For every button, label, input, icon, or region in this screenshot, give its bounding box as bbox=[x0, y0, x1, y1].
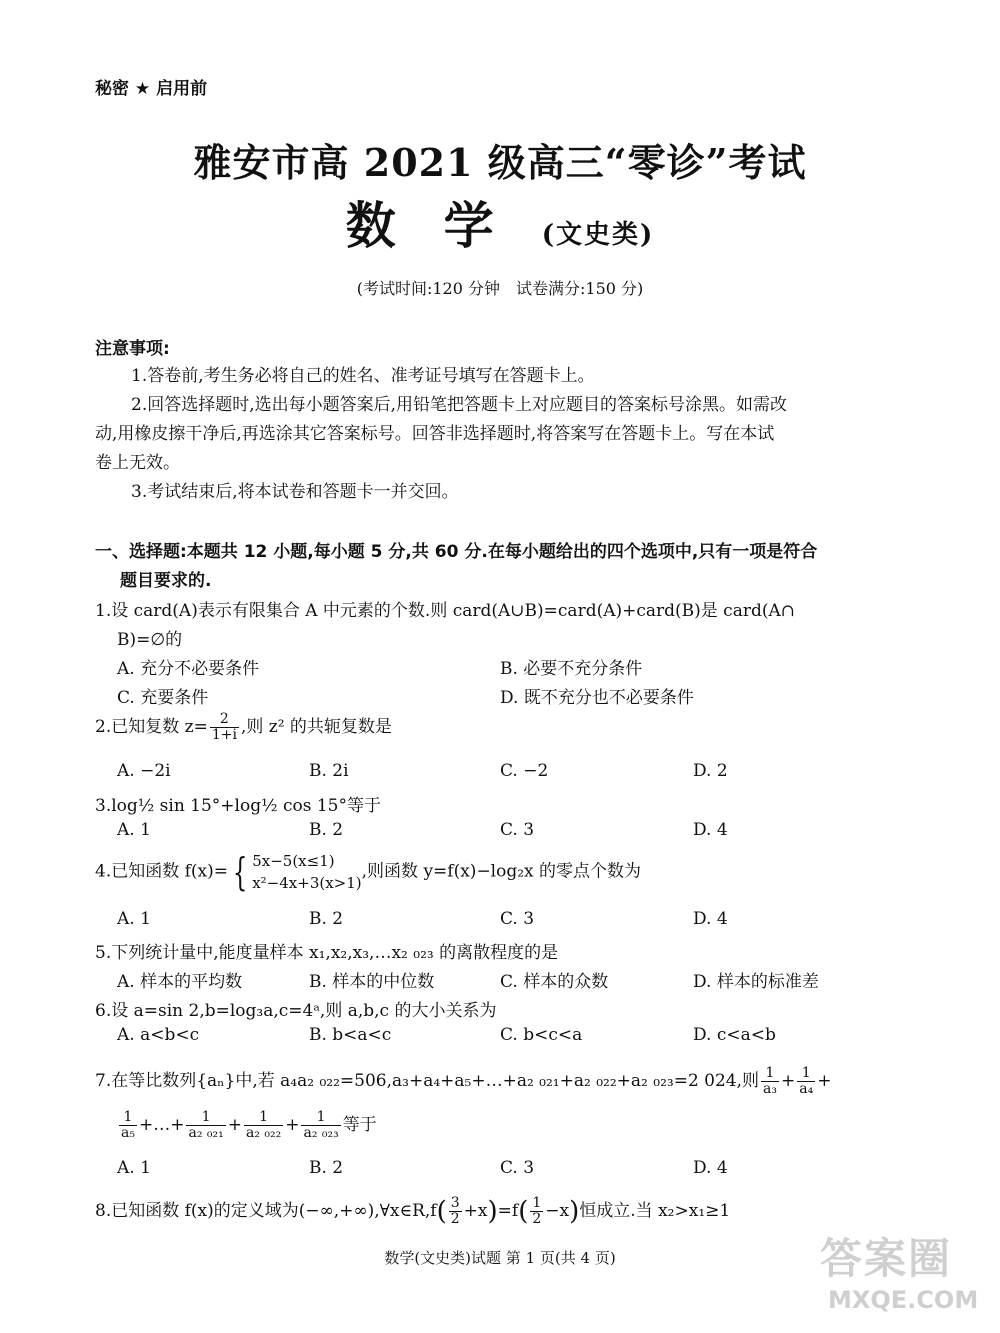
plus-sign: + bbox=[285, 1115, 300, 1135]
q6-option-c: C. b<c<a bbox=[500, 1025, 583, 1045]
paren: ( bbox=[436, 1196, 447, 1227]
q1-option-a: A. 充分不必要条件 bbox=[117, 659, 260, 679]
q4-case-2: x²−4x+3(x>1) bbox=[252, 874, 362, 892]
q3-option-d: D. 4 bbox=[693, 820, 728, 840]
q6-option-b: B. b<a<c bbox=[309, 1025, 392, 1045]
denominator: 2 bbox=[532, 1211, 542, 1227]
q8-stem bbox=[95, 1196, 730, 1227]
q2-option-b: B. 2i bbox=[309, 761, 349, 781]
q7-stem-main: 7.在等比数列{aₙ}中,若 a₄a₂ ₀₂₂=506,a₃+a₄+a₅+…+a₂ ₀₂₁+a₂ ₀₂₂+a₂ ₀₂₃=2 024,则 bbox=[95, 1071, 760, 1091]
q6-option-d: D. c<a<b bbox=[693, 1025, 776, 1045]
subject-title bbox=[0, 186, 1000, 258]
denominator: a₂ ₀₂₂ bbox=[245, 1125, 282, 1141]
q5-option-d: D. 样本的标准差 bbox=[693, 972, 819, 992]
exam-time-info: (考试时间:120 分钟 试卷满分:150 分) bbox=[356, 279, 644, 298]
exam-title: 雅安市高 2021 级高三“零诊”考试 bbox=[193, 140, 807, 185]
numerator: 1 bbox=[244, 1110, 283, 1126]
q1-option-b: B. 必要不充分条件 bbox=[500, 659, 643, 679]
q7-stem-cont bbox=[117, 1110, 377, 1141]
numerator: 1 bbox=[119, 1110, 137, 1126]
numerator: 1 bbox=[797, 1066, 815, 1082]
q7-stem bbox=[95, 1066, 831, 1097]
q8-stem-pre: 8.已知函数 f(x)的定义域为(−∞,+∞),∀x∈R,f bbox=[95, 1201, 437, 1221]
denominator: a₃ bbox=[763, 1081, 777, 1097]
denominator: a₂ ₀₂₁ bbox=[188, 1125, 224, 1141]
page-footer: 数学(文史类)试题 第 1 页(共 4 页) bbox=[384, 1249, 616, 1267]
notes-heading: 注意事项: bbox=[95, 339, 170, 359]
q2-option-a: A. −2i bbox=[117, 761, 171, 781]
q2-fraction bbox=[210, 712, 239, 743]
q6-stem: 6.设 a=sin 2,b=log₃a,c=4ᵃ,则 a,b,c 的大小关系为 bbox=[95, 1001, 497, 1021]
q7-option-a: A. 1 bbox=[117, 1158, 151, 1178]
q6-option-a: A. a<b<c bbox=[117, 1025, 200, 1045]
q7-frac-a4 bbox=[797, 1066, 815, 1097]
q4-case-1: 5x−5(x≤1) bbox=[252, 852, 335, 870]
q2-fraction-denominator: 1+i bbox=[211, 727, 237, 743]
note-2-line2: 动,用橡皮擦干净后,再选涂其它答案标号。回答非选择题时,将答案写在答题卡上。写在本试 bbox=[95, 424, 775, 444]
q5-option-c: C. 样本的众数 bbox=[500, 972, 609, 992]
plus-sign: + bbox=[781, 1071, 796, 1091]
q7-frac-a3 bbox=[761, 1066, 779, 1097]
numerator: 3 bbox=[450, 1195, 460, 1211]
q7-frac-a2022 bbox=[244, 1110, 283, 1141]
q4-stem-pre: 4.已知函数 f(x)= bbox=[95, 861, 229, 882]
numerator: 1 bbox=[761, 1066, 779, 1082]
q7-tail: 等于 bbox=[342, 1115, 377, 1135]
q1-option-c: C. 充要条件 bbox=[117, 688, 209, 708]
q7-option-b: B. 2 bbox=[309, 1158, 344, 1178]
q2-option-c: C. −2 bbox=[500, 761, 549, 781]
paren: ( bbox=[518, 1196, 529, 1227]
q4-option-a: A. 1 bbox=[117, 909, 151, 929]
q8-mid2: −x bbox=[545, 1201, 570, 1221]
q8-eq: =f bbox=[497, 1201, 519, 1221]
q8-frac-3-2 bbox=[449, 1196, 462, 1227]
q2-option-d: D. 2 bbox=[693, 761, 728, 781]
note-2-line3: 卷上无效。 bbox=[95, 453, 180, 473]
denominator: 2 bbox=[450, 1211, 460, 1227]
q7-option-c: C. 3 bbox=[500, 1158, 535, 1178]
plus-sign: + bbox=[817, 1071, 832, 1091]
watermark-logo: 答案圈 bbox=[820, 1234, 953, 1283]
q3-option-c: C. 3 bbox=[500, 820, 535, 840]
q2-fraction-numerator: 2 bbox=[210, 712, 239, 728]
q7-frac-a2023 bbox=[301, 1110, 340, 1141]
note-2-line1: 2.回答选择题时,选出每小题答案后,用铅笔把答题卡上对应题目的答案标号涂黑。如需改 bbox=[131, 395, 788, 415]
q2-stem-post: ,则 z² 的共轭复数是 bbox=[240, 717, 392, 737]
numerator: 1 bbox=[532, 1195, 542, 1211]
q4-brace: { bbox=[232, 850, 248, 894]
q5-option-a: A. 样本的平均数 bbox=[117, 972, 243, 992]
q8-mid1: +x bbox=[463, 1201, 488, 1221]
confidential-label: 秘密 ★ 启用前 bbox=[95, 79, 208, 99]
q7-frac-a2021 bbox=[186, 1110, 225, 1141]
section-heading: 一、选择题:本题共 12 小题,每小题 5 分,共 60 分.在每小题给出的四个选项中,只有一项是符合 bbox=[95, 542, 818, 562]
paren: ) bbox=[487, 1196, 498, 1227]
q4-option-b: B. 2 bbox=[309, 909, 344, 929]
numerator: 1 bbox=[186, 1110, 225, 1126]
ellipsis-sum: +…+ bbox=[138, 1115, 185, 1135]
q3-option-b: B. 2 bbox=[309, 820, 344, 840]
numerator: 1 bbox=[301, 1110, 340, 1126]
q2-stem bbox=[95, 712, 392, 743]
watermark-url: MXQE.COM bbox=[828, 1286, 979, 1314]
q3-stem: 3.log½ sin 15°+log½ cos 15°等于 bbox=[95, 796, 381, 816]
q3-option-a: A. 1 bbox=[117, 820, 151, 840]
q8-frac-1-2 bbox=[530, 1196, 543, 1227]
q4-cases bbox=[252, 850, 361, 894]
q4-option-d: D. 4 bbox=[693, 909, 728, 929]
section-heading-cont: 题目要求的. bbox=[120, 571, 212, 591]
denominator: a₅ bbox=[121, 1125, 135, 1141]
subject-type: (文史类) bbox=[541, 220, 655, 250]
note-3: 3.考试结束后,将本试卷和答题卡一并交回。 bbox=[131, 482, 459, 502]
paren: ) bbox=[569, 1196, 580, 1227]
q1-stem-cont: B)=∅的 bbox=[117, 630, 183, 650]
denominator: a₂ ₀₂₃ bbox=[303, 1125, 339, 1141]
q1-stem: 1.设 card(A)表示有限集合 A 中元素的个数.则 card(A∪B)=card(A)+card(B)是 card(A∩ bbox=[95, 601, 796, 621]
q2-stem-pre: 2.已知复数 z= bbox=[95, 717, 208, 737]
subject-name: 数学 bbox=[345, 196, 542, 255]
q8-stem-post: 恒成立.当 x₂>x₁≥1 bbox=[579, 1201, 731, 1221]
denominator: a₄ bbox=[799, 1081, 814, 1097]
q5-option-b: B. 样本的中位数 bbox=[309, 972, 435, 992]
q4-stem bbox=[95, 850, 641, 894]
q4-stem-post: ,则函数 y=f(x)−log₂x 的零点个数为 bbox=[361, 861, 642, 882]
q1-option-d: D. 既不充分也不必要条件 bbox=[500, 688, 694, 708]
plus-sign: + bbox=[227, 1115, 242, 1135]
q5-stem: 5.下列统计量中,能度量样本 x₁,x₂,x₃,…x₂ ₀₂₃ 的离散程度的是 bbox=[95, 943, 559, 963]
q7-option-d: D. 4 bbox=[693, 1158, 728, 1178]
q7-frac-a5 bbox=[119, 1110, 137, 1141]
note-1: 1.答卷前,考生务必将自己的姓名、准考证号填写在答题卡上。 bbox=[131, 366, 595, 386]
q4-option-c: C. 3 bbox=[500, 909, 535, 929]
